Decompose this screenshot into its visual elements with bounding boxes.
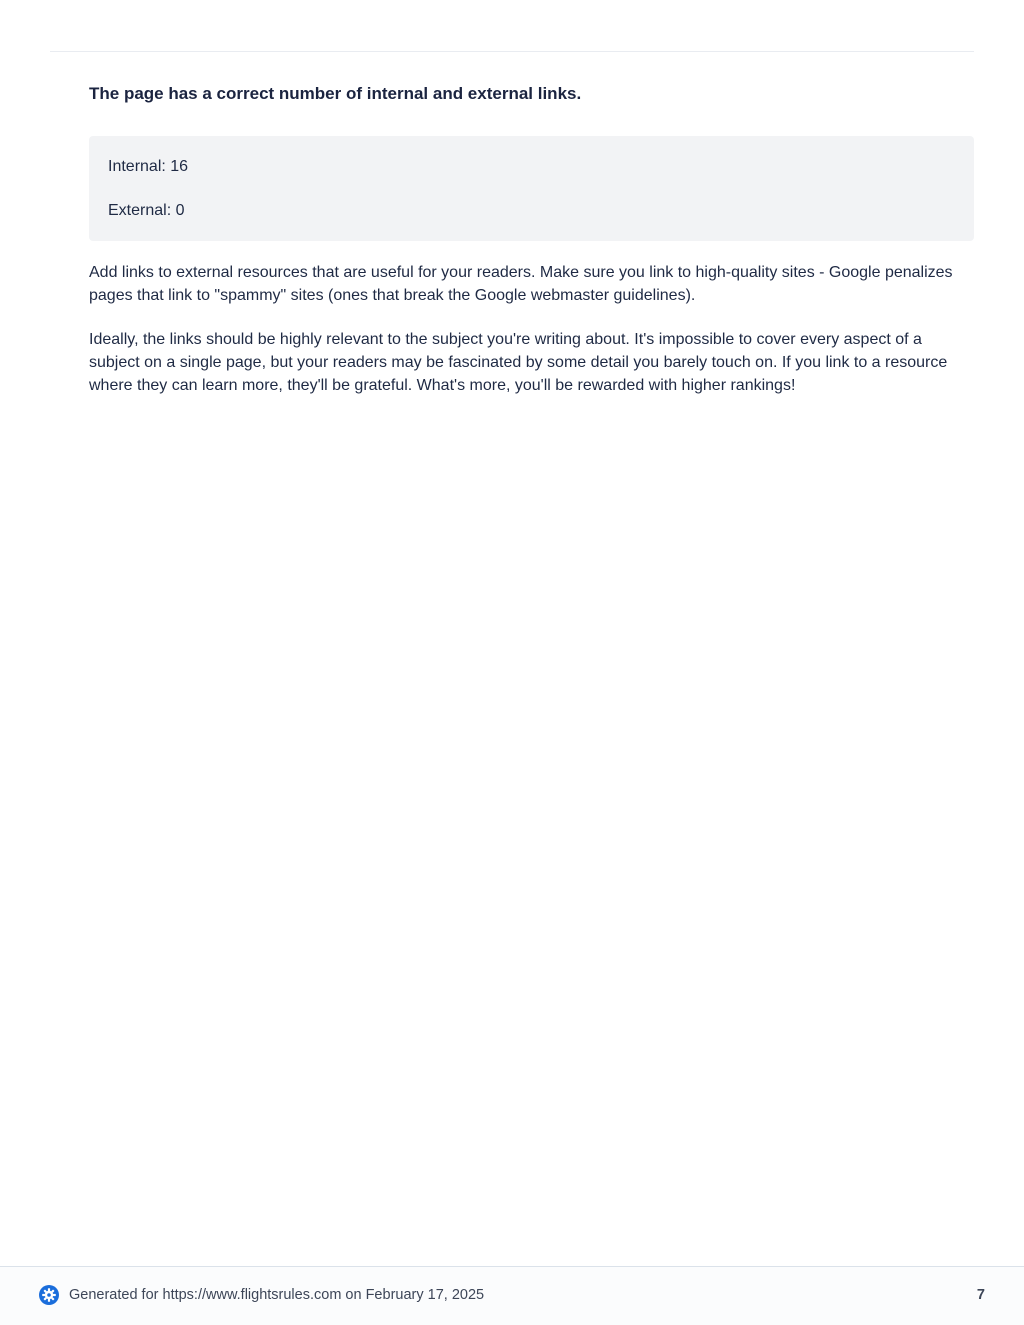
gear-logo-svg: [39, 1285, 59, 1305]
link-stats-box: [89, 136, 974, 241]
page-number: 7: [976, 1287, 985, 1303]
top-divider: [50, 51, 974, 52]
gear-logo-icon: [39, 1285, 59, 1305]
section-heading: The page has a correct number of internal and external links.: [89, 84, 582, 103]
advice-paragraph-1: Add links to external resources that are useful for your readers. Make sure you link to high-quality sites - Google penalizes pages that link to "spammy" sites (ones that break the Google webmaster guidelines).: [89, 264, 953, 305]
links-section: [89, 80, 974, 397]
page-footer: [0, 1266, 1024, 1325]
internal-links-count: Internal: 16: [108, 158, 189, 175]
external-links-count: External: 0: [108, 202, 185, 219]
footer-generated-text: Generated for https://www.flightsrules.com on February 17, 2025: [69, 1287, 485, 1303]
advice-paragraph-2: Ideally, the links should be highly relevant to the subject you're writing about. It's impossible to cover every aspect of a subject on a single page, but your readers may be fascinated by some detail you barely touch on. If you link to a resource where they can learn more, they'll be grateful. What's more, you'll be rewarded with higher rankings!: [89, 330, 948, 395]
